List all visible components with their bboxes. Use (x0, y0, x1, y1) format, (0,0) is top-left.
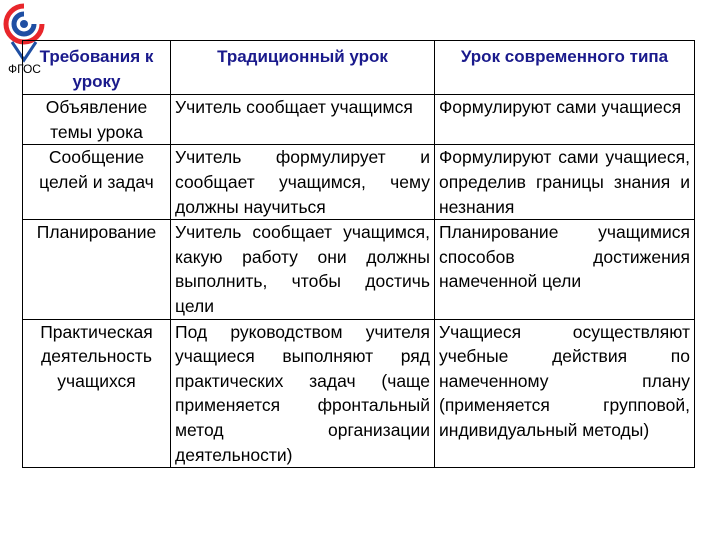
modern-cell: Планирование учащимися способов достижения намеченной цели (435, 220, 695, 319)
modern-cell: Учащиеся осуществляют учебные действия по намеченному плану (применяется групповой, индивидуальный методы) (435, 319, 695, 468)
table-row (23, 95, 695, 145)
table-header-row (23, 41, 695, 95)
fgos-logo-text: ФГОС (8, 62, 41, 76)
traditional-cell: Учитель формулирует и сообщает учащимся, чему должны научиться (171, 145, 435, 220)
table-row (23, 319, 695, 468)
requirement-cell: Объявление темы урока (23, 95, 171, 145)
traditional-cell: Учитель сообщает учащимся, какую работу они должны выполнить, чтобы достичь цели (171, 220, 435, 319)
requirement-cell: Практическая деятельность учащихся (23, 319, 171, 468)
modern-cell: Формулируют сами учащиеся, определив границы знания и незнания (435, 145, 695, 220)
header-modern: Урок современного типа (435, 41, 695, 95)
traditional-cell: Под руководством учителя учащиеся выполняют ряд практических задач (чаще применяется фронтальный метод организации деятельности) (171, 319, 435, 468)
header-traditional: Традиционный урок (171, 41, 435, 95)
comparison-table (22, 40, 695, 468)
traditional-cell: Учитель сообщает учащимся (171, 95, 435, 145)
requirement-cell: Сообщение целей и задач (23, 145, 171, 220)
requirement-cell: Планирование (23, 220, 171, 319)
modern-cell: Формулируют сами учащиеся (435, 95, 695, 145)
table-row (23, 145, 695, 220)
header-requirements: Требования к уроку (23, 41, 171, 95)
table-row (23, 220, 695, 319)
